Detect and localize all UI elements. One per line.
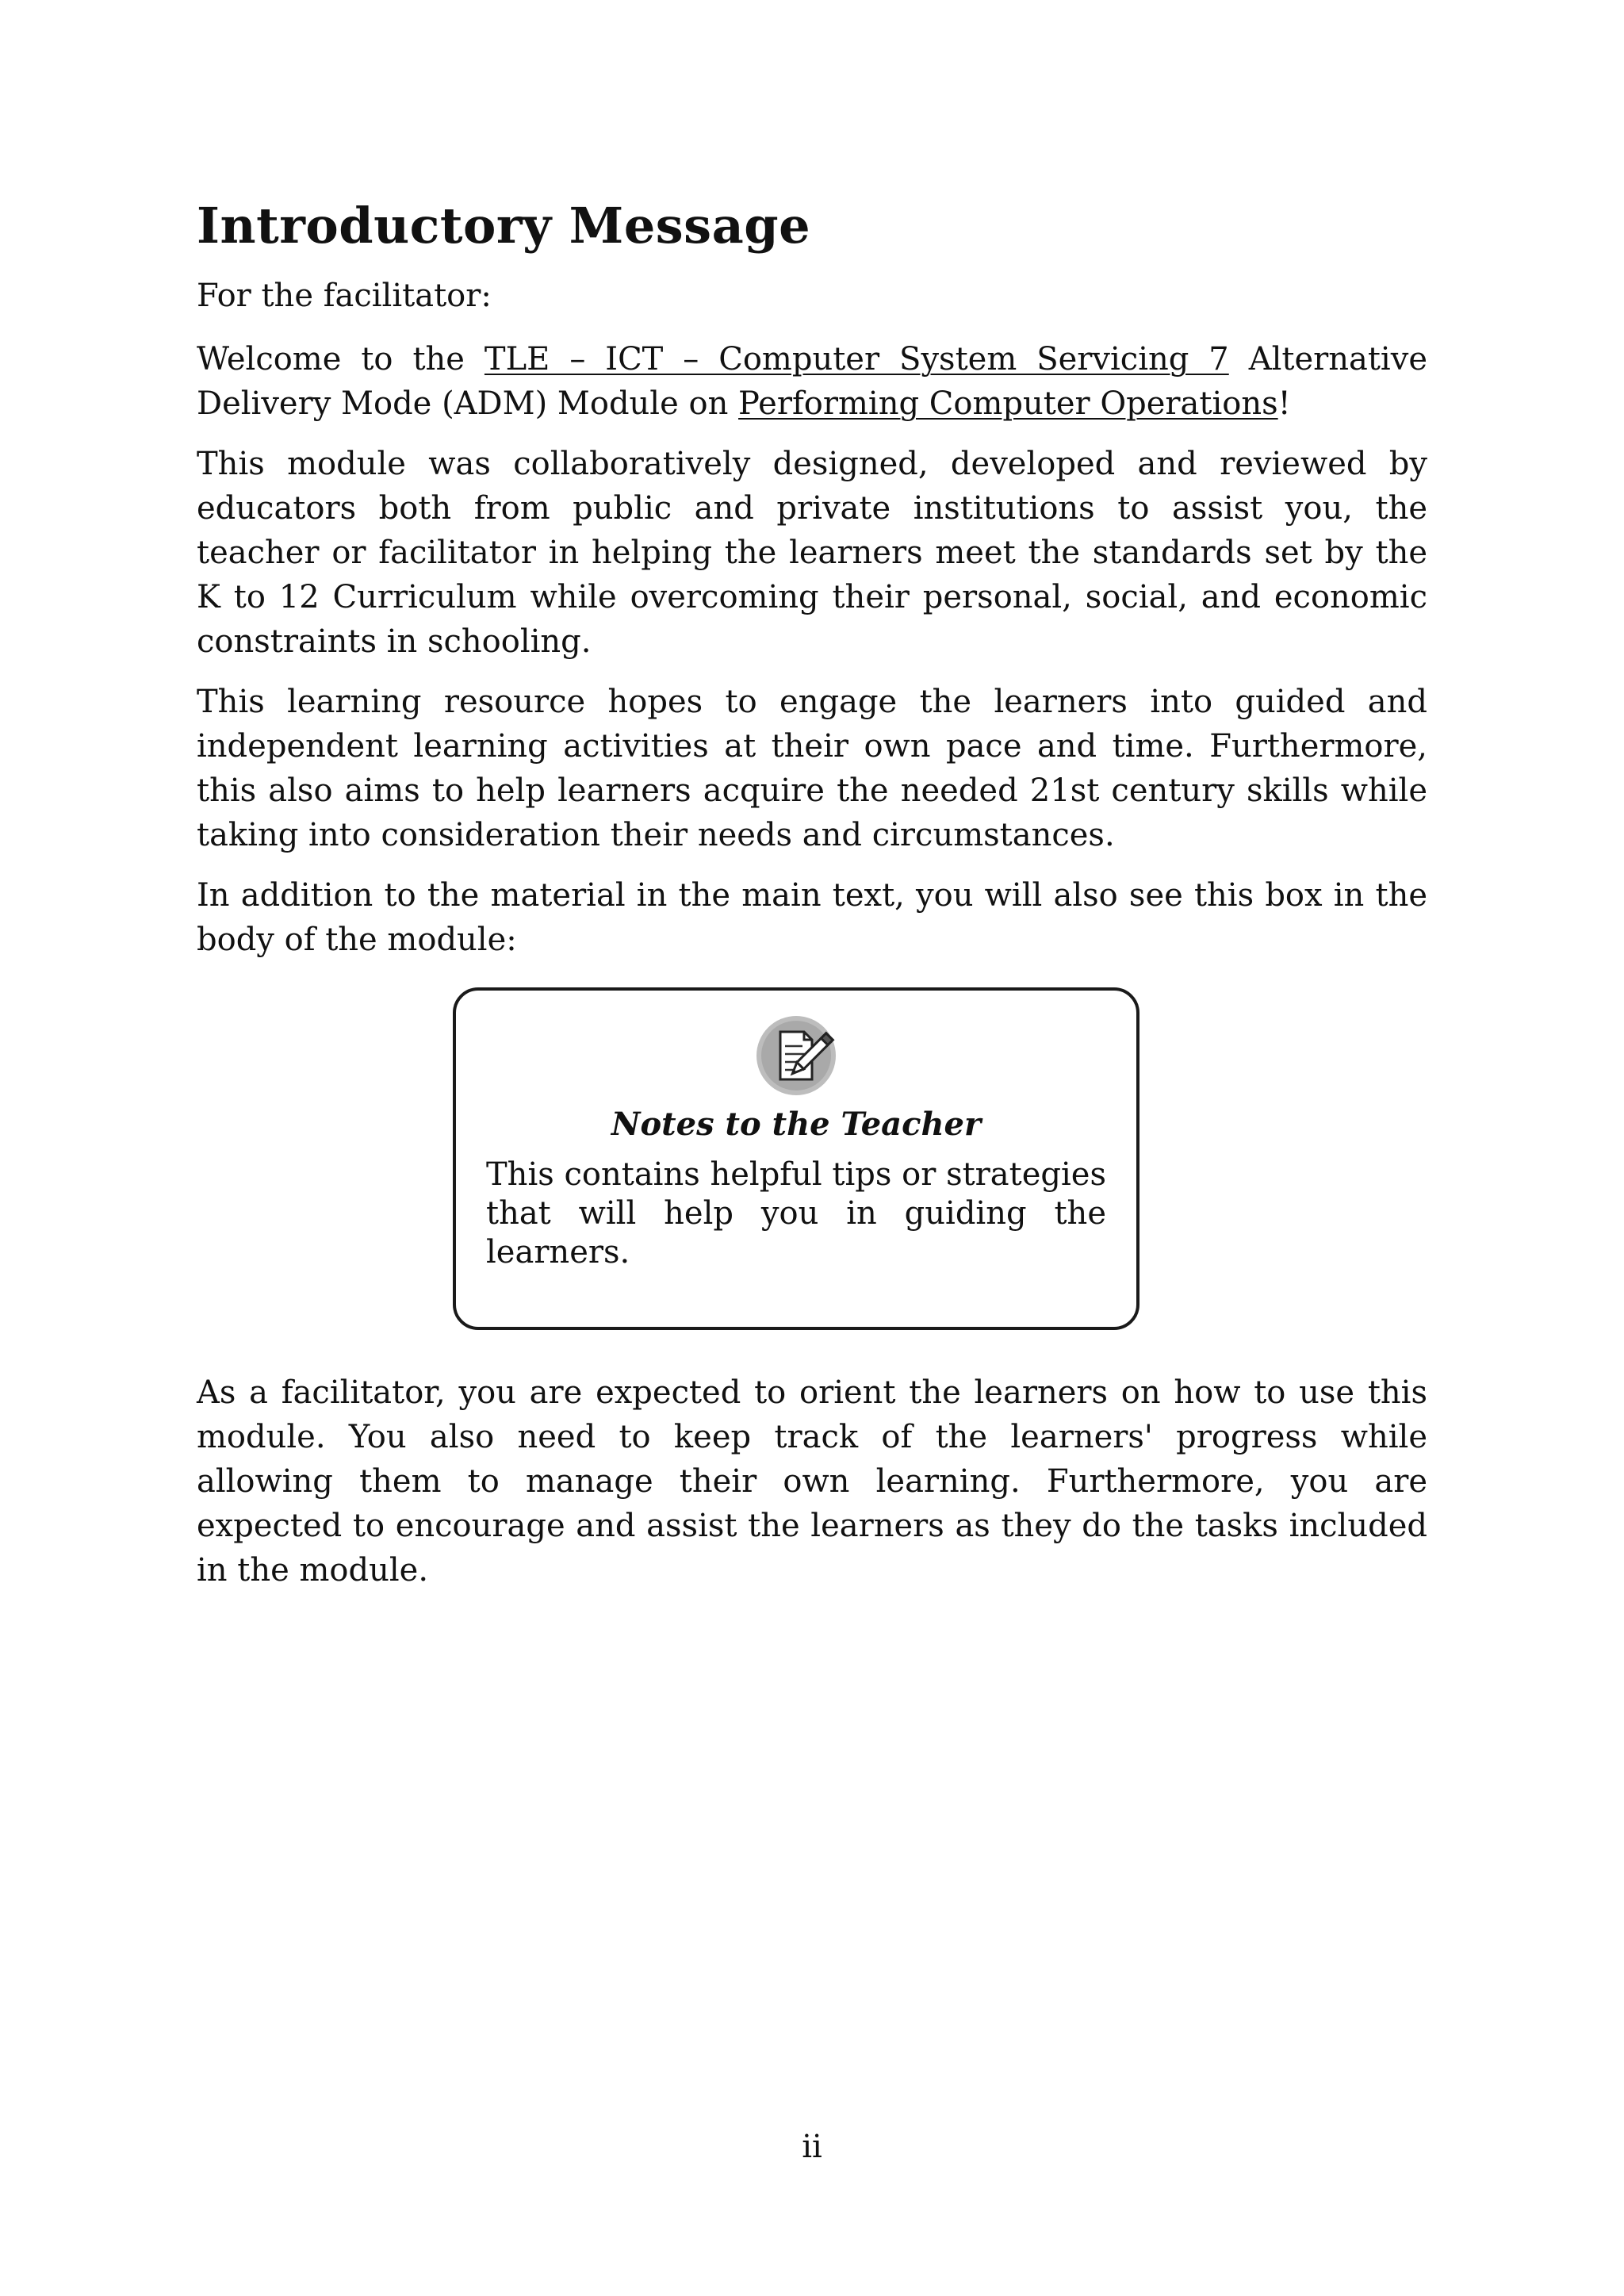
page-number: ii (802, 2129, 822, 2165)
orient-paragraph: As a facilitator, you are expected to orient the learners on how to use this module. You also need to keep track of the learners' progress while allowing them to manage their own learning. Furthermore, you are expected to encourage and assist the learners as they do the tasks included in the module. (197, 1374, 1427, 1589)
notepad-pencil-icon (755, 1014, 837, 1097)
course-title: TLE – ICT – Computer System Servicing 7 (484, 341, 1229, 378)
module-topic: Performing Computer Operations (738, 385, 1278, 422)
resource-paragraph: This learning resource hopes to engage the learners into guided and independent learning activities at their own pace and time. Furthermore, this also aims to help learners acquire the needed 21st century skills while taking into consideration their needs and circumstances. (197, 684, 1427, 853)
facilitator-label: For the facilitator: (197, 278, 492, 314)
welcome-paragraph (197, 337, 1427, 426)
welcome-suffix: ! (1277, 385, 1291, 422)
main-content (197, 194, 1427, 978)
addition-paragraph: In addition to the material in the main text, you will also see this box in the body of the module: (197, 877, 1427, 958)
note-box-title: Notes to the Teacher (611, 1106, 982, 1143)
note-box-body: This contains helpful tips or strategies that will help you in guiding the learners. (486, 1156, 1106, 1271)
page-title: Introductory Message (197, 197, 811, 255)
notes-to-teacher-box (453, 987, 1139, 1330)
welcome-middle: Alternative Delivery Mode (ADM) Module on (197, 341, 1427, 422)
designed-paragraph: This module was collaboratively designed, developed and reviewed by educators both from public and private institutions to assist you, the teacher or facilitator in helping the learners meet the standards set by the K to 12 Curriculum while overcoming their personal, social, and economic constraints in schooling. (197, 446, 1427, 660)
welcome-prefix: Welcome to the (197, 341, 485, 378)
